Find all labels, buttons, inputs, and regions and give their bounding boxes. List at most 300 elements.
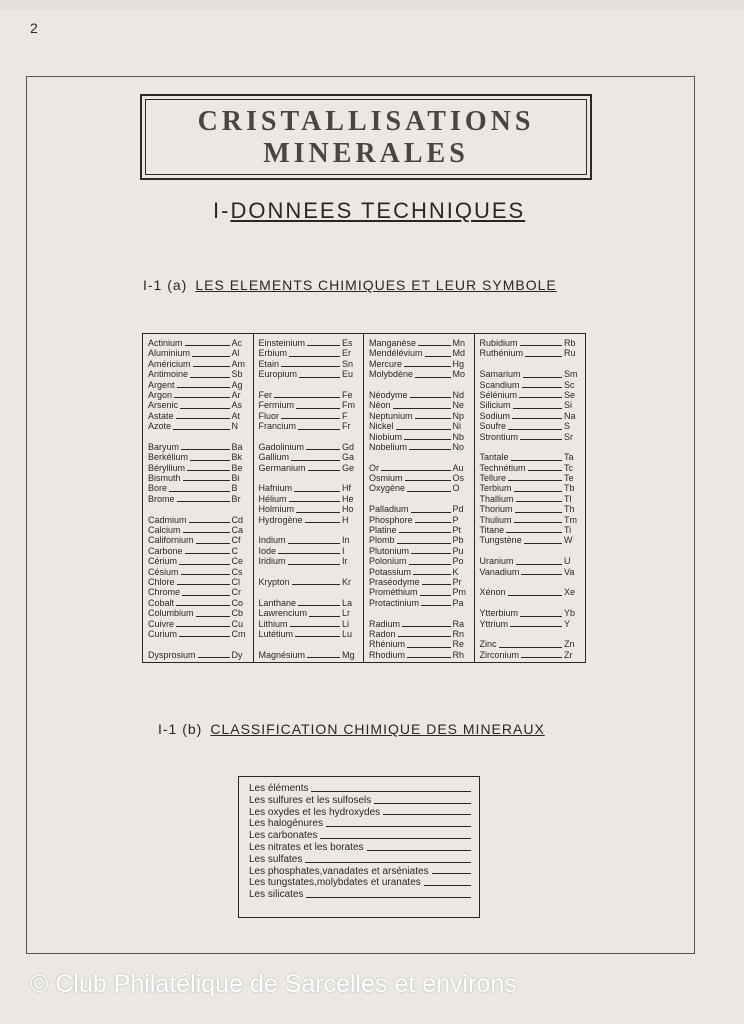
element-name: Aluminium	[148, 348, 191, 359]
leader-line	[289, 501, 340, 502]
element-name: Samarium	[479, 369, 521, 380]
element-name: Francium	[258, 421, 297, 432]
element-symbol: He	[342, 493, 354, 504]
leader-line	[520, 345, 562, 346]
element-symbol: Pr	[452, 576, 462, 587]
element-entry	[369, 639, 471, 649]
element-entry	[148, 348, 250, 358]
leader-line	[420, 595, 451, 596]
classification-item	[249, 877, 471, 889]
leader-line	[528, 470, 562, 471]
element-symbol: Fe	[342, 389, 353, 400]
leader-line	[299, 377, 340, 378]
leader-line	[404, 366, 450, 367]
element-symbol: Md	[452, 348, 466, 359]
element-symbol: S	[564, 421, 571, 432]
elements-spacer	[369, 380, 471, 390]
element-name: Béryllium	[148, 462, 186, 473]
element-symbol: Sc	[564, 379, 575, 390]
element-entry	[148, 525, 250, 535]
elements-spacer	[259, 380, 361, 390]
leader-line	[397, 543, 451, 544]
element-symbol: Ca	[231, 525, 244, 536]
element-name: Indium	[258, 535, 286, 546]
leader-line	[402, 626, 450, 627]
leader-line	[381, 470, 451, 471]
element-symbol: Np	[452, 410, 465, 421]
element-symbol: Ne	[452, 400, 465, 411]
leader-line	[185, 345, 230, 346]
element-symbol: Tb	[564, 483, 575, 494]
leader-line	[367, 842, 471, 851]
element-entry	[148, 535, 250, 545]
element-name: Tungstène	[479, 535, 522, 546]
element-symbol: Cb	[231, 608, 244, 619]
element-symbol: Tc	[564, 462, 573, 473]
element-symbol: Ir	[342, 556, 348, 567]
element-symbol: Va	[564, 566, 575, 577]
elements-column	[364, 334, 475, 662]
section-1-label: DONNEES TECHNIQUES	[230, 198, 526, 223]
element-symbol: Gd	[342, 441, 355, 452]
element-entry	[369, 400, 471, 410]
element-entry	[369, 535, 471, 545]
leader-line	[421, 605, 450, 606]
element-entry	[148, 598, 250, 608]
section-heading-1a	[143, 277, 557, 293]
leader-line	[288, 564, 340, 565]
element-symbol: Mn	[452, 337, 466, 348]
element-symbol: Cs	[231, 566, 243, 577]
leader-line	[511, 460, 562, 461]
element-symbol: Cm	[231, 628, 246, 639]
leader-line	[326, 818, 471, 827]
element-name: Mendélévium	[369, 348, 423, 359]
leader-line	[415, 377, 450, 378]
element-entry	[148, 494, 250, 504]
leader-line	[520, 439, 562, 440]
classification-label: Les tungstates,molybdates et uranates	[249, 877, 421, 889]
element-entry	[480, 380, 583, 390]
element-entry	[148, 577, 250, 587]
leader-line	[309, 616, 340, 617]
element-entry	[259, 546, 361, 556]
element-name: Erbium	[258, 348, 288, 359]
element-symbol: Am	[231, 358, 245, 369]
element-entry	[148, 442, 250, 452]
element-symbol: Cl	[231, 576, 240, 587]
element-symbol: U	[564, 556, 571, 567]
element-name: Bore	[148, 483, 168, 494]
element-name: Palladium	[369, 504, 409, 515]
element-name: Tellure	[479, 473, 507, 484]
element-name: Gadolinium	[258, 441, 305, 452]
element-symbol: Zn	[564, 639, 575, 650]
element-symbol: Rn	[452, 628, 465, 639]
classification-label: Les carbonates	[249, 830, 318, 842]
element-symbol: Bk	[231, 452, 243, 463]
element-entry	[480, 473, 583, 483]
element-symbol: N	[231, 421, 238, 432]
element-name: Silicium	[479, 400, 511, 411]
element-symbol: Tl	[564, 493, 572, 504]
element-entry	[369, 463, 471, 473]
element-name: Rubidium	[479, 337, 518, 348]
element-name: Bismuth	[148, 473, 181, 484]
element-entry	[480, 556, 583, 566]
leader-line	[508, 595, 562, 596]
leader-line	[196, 543, 230, 544]
leader-line	[523, 377, 562, 378]
element-symbol: Er	[342, 348, 351, 359]
element-name: Dysprosium	[148, 649, 196, 660]
leader-line	[196, 616, 230, 617]
leader-line	[305, 522, 340, 523]
element-entry	[148, 463, 250, 473]
element-name: Etain	[258, 358, 280, 369]
leader-line	[296, 408, 340, 409]
leader-line	[176, 418, 230, 419]
element-entry	[369, 546, 471, 556]
element-symbol: H	[342, 514, 349, 525]
element-symbol: Rh	[452, 649, 465, 660]
element-entry	[369, 359, 471, 369]
element-entry	[480, 515, 583, 525]
element-symbol: Cf	[231, 535, 241, 546]
leader-line	[306, 889, 471, 898]
element-entry	[259, 359, 361, 369]
element-name: Holmium	[258, 504, 295, 515]
element-name: Actinium	[148, 337, 183, 348]
leader-line	[193, 366, 230, 367]
element-symbol: Cu	[231, 618, 244, 629]
leader-line	[305, 854, 471, 863]
leader-line	[177, 387, 230, 388]
element-symbol: Li	[342, 618, 350, 629]
copyright-watermark: © Club Philatélique de Sarcelles et environs	[30, 970, 517, 998]
element-name: Néodyme	[369, 389, 408, 400]
element-entry	[259, 619, 361, 629]
element-entry	[480, 369, 583, 379]
leader-line	[409, 449, 450, 450]
element-name: Ytterbium	[479, 608, 519, 619]
leader-line	[399, 532, 451, 533]
element-name: Plutonium	[369, 545, 410, 556]
element-symbol: Te	[564, 473, 574, 484]
elements-spacer	[369, 494, 471, 504]
element-entry	[148, 421, 250, 431]
element-entry	[259, 483, 361, 493]
element-name: Chlore	[148, 576, 175, 587]
element-entry	[480, 650, 583, 660]
element-symbol: Au	[452, 462, 464, 473]
classification-box	[238, 776, 480, 918]
leader-line	[424, 877, 471, 886]
leader-line	[311, 783, 471, 792]
element-symbol: Ra	[452, 618, 465, 629]
leader-line	[515, 512, 562, 513]
element-name: Américium	[148, 358, 191, 369]
element-entry	[480, 483, 583, 493]
element-entry	[480, 535, 583, 545]
element-symbol: Ga	[342, 452, 355, 463]
element-symbol: Ru	[564, 348, 576, 359]
element-entry	[369, 650, 471, 660]
leader-line	[281, 418, 340, 419]
element-symbol: Hg	[452, 358, 465, 369]
leader-line	[425, 356, 451, 357]
element-name: Praséodyme	[369, 576, 420, 587]
element-entry	[480, 432, 583, 442]
section-heading-1b	[158, 721, 545, 737]
leader-line	[173, 429, 229, 430]
leader-line	[516, 501, 562, 502]
element-name: Fluor	[258, 410, 280, 421]
leader-line	[278, 553, 340, 554]
element-symbol: Ni	[452, 421, 461, 432]
classification-item	[249, 818, 471, 830]
element-symbol: Hf	[342, 483, 351, 494]
element-name: Prométhium	[369, 587, 418, 598]
element-entry	[480, 411, 583, 421]
classification-label: Les phosphates,vanadates et arséniates	[249, 865, 429, 877]
element-name: Phosphore	[369, 514, 413, 525]
element-symbol: Ac	[231, 337, 243, 348]
classification-label: Les silicates	[249, 889, 304, 901]
title-line-1: CRISTALLISATIONS	[197, 106, 535, 137]
classification-label: Les sulfates	[249, 853, 303, 865]
element-name: Cadmium	[148, 514, 187, 525]
elements-spacer	[480, 359, 583, 369]
element-name: Yttrium	[479, 618, 509, 629]
leader-line	[294, 491, 340, 492]
leader-line	[525, 356, 562, 357]
element-entry	[148, 608, 250, 618]
element-entry	[259, 494, 361, 504]
element-entry	[259, 411, 361, 421]
element-name: Manganèse	[369, 337, 417, 348]
element-symbol: B	[231, 483, 238, 494]
element-symbol: Po	[452, 556, 464, 567]
element-entry	[369, 442, 471, 452]
leader-line	[407, 491, 450, 492]
leader-line	[174, 397, 229, 398]
element-name: Zinc	[479, 639, 497, 650]
leader-line	[413, 574, 450, 575]
leader-line	[514, 522, 562, 523]
element-entry	[480, 421, 583, 431]
leader-line	[418, 345, 450, 346]
element-name: Rhénium	[369, 639, 406, 650]
leader-line	[407, 647, 450, 648]
classification-label: Les sulfures et les sulfosels	[249, 794, 372, 806]
element-entry	[148, 567, 250, 577]
element-name: Plomb	[369, 535, 395, 546]
element-name: Lawrencium	[258, 608, 308, 619]
leader-line	[308, 470, 340, 471]
element-name: Fer	[258, 389, 272, 400]
classification-label: Les oxydes et les hydroxydes	[249, 806, 381, 818]
element-entry	[148, 629, 250, 639]
leader-line	[510, 626, 562, 627]
leader-line	[405, 480, 451, 481]
leader-line	[514, 491, 562, 492]
element-name: Antimoine	[148, 369, 189, 380]
element-entry	[259, 442, 361, 452]
elements-table	[142, 333, 586, 663]
element-name: Vanadium	[479, 566, 520, 577]
element-entry	[259, 463, 361, 473]
elements-spacer	[148, 432, 250, 442]
element-symbol: Lr	[342, 608, 351, 619]
element-symbol: Na	[564, 410, 576, 421]
element-symbol: Al	[231, 348, 240, 359]
element-entry	[480, 567, 583, 577]
elements-spacer	[259, 587, 361, 597]
leader-line	[192, 356, 229, 357]
leader-line	[183, 480, 230, 481]
element-name: Molybdène	[369, 369, 414, 380]
classification-item	[249, 854, 471, 866]
element-entry	[259, 400, 361, 410]
element-name: Technétium	[479, 462, 526, 473]
element-name: Einsteinium	[258, 337, 306, 348]
element-entry	[259, 348, 361, 358]
element-entry	[369, 338, 471, 348]
element-name: Lithium	[258, 618, 288, 629]
title-line-2: MINERALES	[263, 138, 469, 169]
leader-line	[411, 512, 451, 513]
element-entry	[369, 515, 471, 525]
classification-item	[249, 889, 471, 901]
element-name: Strontium	[479, 431, 519, 442]
element-name: Radon	[369, 628, 396, 639]
leader-line	[415, 522, 451, 523]
element-symbol: Es	[342, 337, 353, 348]
element-name: Calcium	[148, 525, 181, 536]
element-symbol: Br	[231, 493, 241, 504]
element-symbol: Pb	[452, 535, 464, 546]
element-name: Potassium	[369, 566, 412, 577]
element-entry	[148, 400, 250, 410]
element-entry	[480, 348, 583, 358]
element-entry	[369, 348, 471, 358]
leader-line	[409, 564, 451, 565]
element-symbol: Ar	[231, 389, 241, 400]
leader-line	[180, 408, 229, 409]
elements-column	[254, 334, 365, 662]
element-symbol: Mo	[452, 369, 466, 380]
element-name: Gallium	[258, 452, 290, 463]
leader-line	[288, 543, 340, 544]
element-name: Thallium	[479, 493, 514, 504]
element-symbol: Re	[452, 639, 465, 650]
section-1b-label: CLASSIFICATION CHIMIQUE DES MINERAUX	[210, 721, 545, 737]
element-entry	[148, 338, 250, 348]
element-entry	[369, 369, 471, 379]
leader-line	[177, 501, 230, 502]
element-symbol: Ta	[564, 452, 574, 463]
element-entry	[259, 452, 361, 462]
element-entry	[480, 452, 583, 462]
element-entry	[148, 473, 250, 483]
leader-line	[524, 543, 562, 544]
section-1a-label: LES ELEMENTS CHIMIQUES ET LEUR SYMBOLE	[195, 277, 557, 293]
leader-line	[519, 397, 562, 398]
element-name: Polonium	[369, 556, 407, 567]
element-symbol: Xe	[564, 587, 576, 598]
leader-line	[374, 795, 471, 804]
leader-line	[189, 522, 230, 523]
elements-spacer	[480, 629, 583, 639]
element-symbol: Ti	[564, 525, 572, 536]
element-entry	[259, 598, 361, 608]
element-name: Soufre	[479, 421, 507, 432]
element-name: Titane	[479, 525, 505, 536]
element-entry	[148, 515, 250, 525]
leader-line	[508, 480, 562, 481]
element-name: Néon	[369, 400, 391, 411]
element-entry	[148, 556, 250, 566]
leader-line	[296, 512, 340, 513]
leader-line	[422, 584, 451, 585]
leader-line	[383, 807, 471, 816]
element-name: Oxygène	[369, 483, 406, 494]
elements-spacer	[369, 608, 471, 618]
element-name: Chrome	[148, 587, 181, 598]
element-entry	[148, 619, 250, 629]
element-name: Argon	[148, 389, 173, 400]
element-entry	[148, 546, 250, 556]
element-symbol: La	[342, 597, 353, 608]
element-name: Rhodium	[369, 649, 406, 660]
element-name: Thorium	[479, 504, 513, 515]
element-name: Scandium	[479, 379, 520, 390]
element-symbol: Sr	[564, 431, 573, 442]
element-name: Astate	[148, 410, 174, 421]
leader-line	[183, 532, 230, 533]
leader-line	[274, 397, 340, 398]
elements-spacer	[480, 598, 583, 608]
element-symbol: Ce	[231, 556, 244, 567]
element-entry	[480, 494, 583, 504]
element-entry	[480, 338, 583, 348]
section-heading-1	[213, 198, 525, 224]
elements-spacer	[480, 546, 583, 556]
elements-column	[143, 334, 254, 662]
leader-line	[512, 418, 562, 419]
element-entry	[259, 390, 361, 400]
element-entry	[480, 400, 583, 410]
element-symbol: Y	[564, 618, 571, 629]
leader-line	[190, 460, 229, 461]
element-entry	[369, 411, 471, 421]
leader-line	[407, 657, 450, 658]
element-name: Uranium	[479, 556, 514, 567]
element-name: Berkélium	[148, 452, 189, 463]
classification-label: Les halogénures	[249, 818, 323, 830]
element-name: Lutétium	[258, 628, 294, 639]
elements-spacer	[148, 639, 250, 649]
element-symbol: Dy	[231, 649, 243, 660]
classification-label: Les éléments	[249, 783, 309, 794]
element-name: Krypton	[258, 576, 290, 587]
element-name: Césium	[148, 566, 179, 577]
element-symbol: Bi	[231, 473, 240, 484]
elements-spacer	[259, 567, 361, 577]
leader-line	[298, 605, 340, 606]
element-name: Sodium	[479, 410, 511, 421]
